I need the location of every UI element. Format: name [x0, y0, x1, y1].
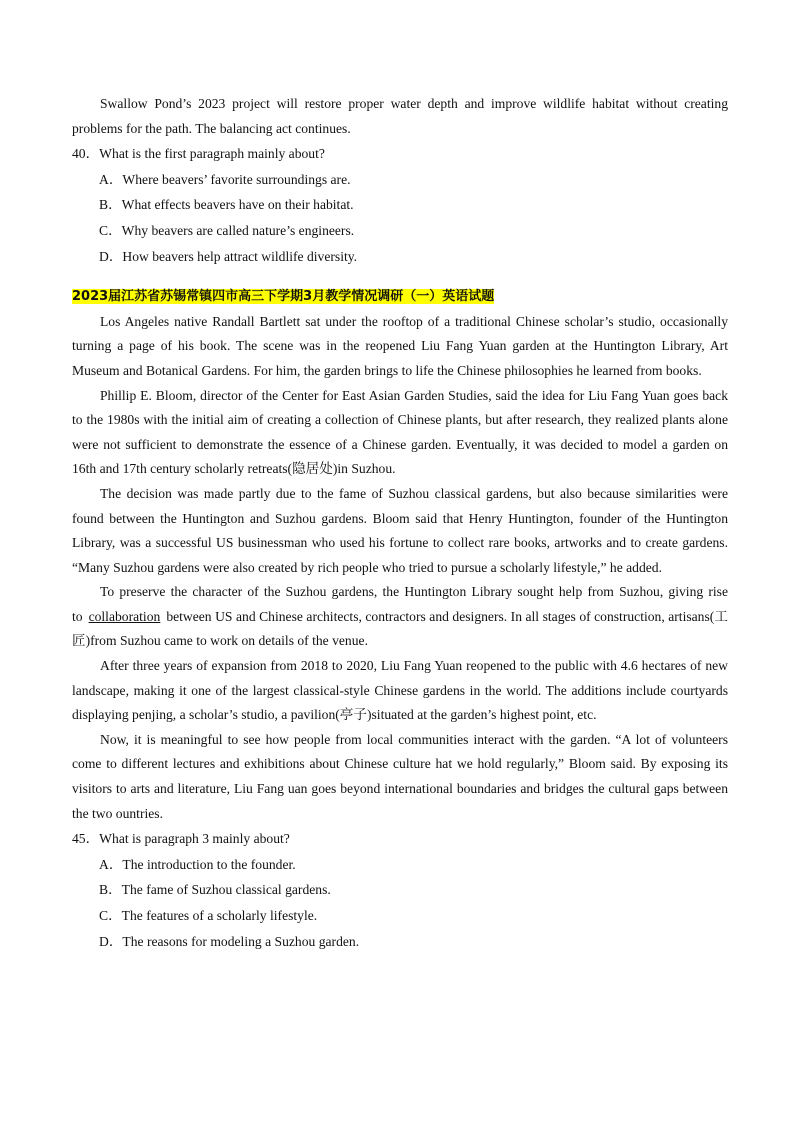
- paragraph-6: Now, it is meaningful to see how people from local communities interact with the garden. “A lot of volunteers come to different lectures and exhibitions about Chinese culture hat we hold regularly,” Bloom said. By exposing its visitors to arts and literature, Liu Fang uan goes beyond international boundaries and bridges the cultural gaps between the two ountries.: [72, 731, 728, 821]
- paragraph-4-before: To preserve the character of the Suzhou gardens, the Huntington Library sought help from Suzhou, giving rise to: [72, 584, 728, 624]
- paragraph-5: After three years of expansion from 2018 to 2020, Liu Fang Yuan reopened to the public with 4.6 hectares of new landscape, making it one of the largest classical-style Chinese gardens in the world. The additions include courtyards displaying penjing, a scholar’s studio, a pavilion(亭子)situated at the garden’s highest point, etc.: [72, 658, 728, 723]
- question-45-option-d: D．The reasons for modeling a Suzhou garden.: [99, 933, 360, 949]
- question-45-option-a: A．The introduction to the founder.: [99, 856, 296, 872]
- question-40-option-a: A．Where beavers’ favorite surroundings are.: [99, 171, 351, 187]
- paragraph-4-after: between US and Chinese architects, contractors and designers. In all stages of construction, artisans(工匠)from Suzhou came to work on details of the venue.: [72, 608, 728, 649]
- section-gap: [72, 269, 728, 284]
- question-40-option-d: D．How beavers help attract wildlife diversity.: [99, 248, 358, 264]
- question-45: 45．What is paragraph 3 mainly about?: [72, 831, 290, 847]
- source-title-highlight: 2023届江苏省苏锡常镇四市高三下学期3月教学情况调研（一）英语试题: [72, 289, 495, 305]
- question-40: 40．What is the first paragraph mainly about?: [72, 146, 325, 162]
- paragraph-2: Phillip E. Bloom, director of the Center for East Asian Garden Studies, said the idea for Liu Fang Yuan goes back to the 1980s with the initial aim of creating a collection of Chinese plants, but after research, they realized plants alone were not sufficient to demonstrate the essence of a Chinese garden. Eventually, it was decided to model a garden on 16th and 17th century scholarly retreats(隐居处)in Suzhou.: [72, 387, 728, 477]
- question-45-option-b: B．The fame of Suzhou classical gardens.: [99, 882, 331, 898]
- paragraph-3: The decision was made partly due to the fame of Suzhou classical gardens, but also because similarities were found between the Huntington and Suzhou gardens. Bloom said that Henry Huntington, founder of the Huntington Library, was a successful US businessman who used his fortune to collect rare books, artworks and to create gardens. “Many Suzhou gardens were also created by rich people who tried to pursue a scholarly lifestyle,” he added.: [72, 485, 728, 575]
- document-page: [72, 92, 728, 954]
- paragraph-swallow-pond: Swallow Pond’s 2023 project will restore proper water depth and improve wildlife habitat without creating problems for the path. The balancing act continues.: [72, 96, 728, 136]
- question-40-option-b: B．What effects beavers have on their habitat.: [99, 197, 354, 213]
- paragraph-1: Los Angeles native Randall Bartlett sat under the rooftop of a traditional Chinese scholar’s studio, occasionally turning a page of his book. The scene was in the reopened Liu Fang Yuan garden at the Huntington Library, Art Museum and Botanical Gardens. For him, the garden brings to life the Chinese philosophies he learned from books.: [72, 313, 728, 378]
- paragraph-4: [72, 580, 728, 654]
- source-heading: [72, 284, 728, 310]
- underlined-term: collaboration: [88, 608, 161, 624]
- question-40-option-c: C．Why beavers are called nature’s engineers.: [99, 222, 355, 238]
- question-45-option-c: C．The features of a scholarly lifestyle.: [99, 908, 318, 923]
